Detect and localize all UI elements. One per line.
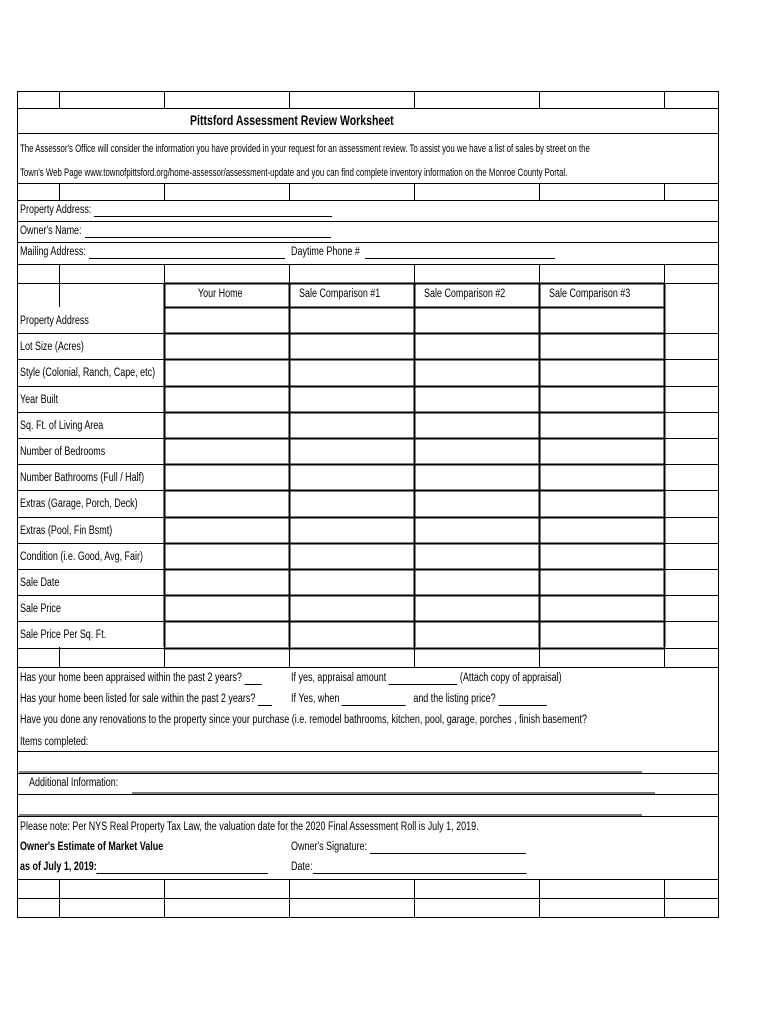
daytime-phone-field[interactable] — [365, 258, 555, 259]
column-header-your-home: Your Home — [197, 288, 243, 300]
owners-name-field[interactable] — [85, 237, 331, 238]
row-label: Sale Price Per Sq. Ft. — [20, 629, 107, 642]
estimate-label-line-2: as of July 1, 2019: — [20, 861, 268, 874]
mailing-address-label: Mailing Address: — [20, 246, 86, 258]
row-label: Condition (i.e. Good, Avg, Fair) — [20, 550, 143, 563]
row-label: Sale Date — [20, 577, 60, 589]
renovations-question: Have you done any renovations to the property since your purchase (i.e. remodel bathrooms, kitchen, pool, garage, porches , finish basement? — [20, 714, 587, 726]
listed-when-label: If Yes, when and the listing price? — [291, 693, 546, 706]
row-label: Extras (Pool, Fin Bsmt) — [20, 524, 113, 537]
items-completed-label: Items completed: — [20, 736, 89, 748]
row-label: Style (Colonial, Ranch, Cape, etc) — [20, 367, 156, 380]
estimate-label-line-1: Owner's Estimate of Market Value — [20, 841, 164, 853]
worksheet — [17, 91, 719, 918]
row-label: Extras (Garage, Porch, Deck) — [20, 498, 138, 511]
date-field[interactable] — [312, 861, 526, 874]
appraisal-amount-label: If yes, appraisal amount (Attach copy of appraisal) — [291, 672, 562, 684]
column-header-sale-comparison-3: Sale Comparison #3 — [549, 288, 631, 300]
property-address-label: Property Address: — [20, 204, 92, 216]
property-address-field[interactable] — [94, 216, 332, 217]
daytime-phone-label: Daytime Phone # — [291, 246, 360, 258]
additional-info-label: Additional Information: — [29, 777, 119, 789]
signature-field[interactable] — [369, 841, 525, 854]
valuation-note: Please note: Per NYS Real Property Tax Law, the valuation date for the 2020 Final Assessment Roll is July 1, 2019. — [20, 821, 479, 833]
row-label: Sale Price — [20, 603, 61, 616]
row-label: Sq. Ft. of Living Area — [20, 419, 104, 432]
owners-name-label: Owner's Name: — [20, 225, 82, 237]
date-label: Date: — [291, 861, 526, 874]
appraised-question: Has your home been appraised within the past 2 years? — [20, 672, 262, 685]
intro-line-1: The Assessor's Office will consider the information you have provided in your request for an assessment review. To assist you we have a list of sales by street on the — [20, 143, 590, 155]
row-label: Lot Size (Acres) — [20, 341, 84, 354]
row-label: Number Bathrooms (Full / Half) — [20, 472, 145, 485]
row-label: Property Address — [20, 315, 89, 327]
intro-line-2: Town's Web Page www.townofpittsford.org/home-assessor/assessment-update and you can find complete inventory information on the Monroe County Portal. — [20, 167, 568, 179]
appraisal-amount-field[interactable] — [389, 672, 458, 685]
listed-when-field[interactable] — [342, 693, 406, 706]
listing-price-field[interactable] — [498, 693, 546, 706]
row-label: Year Built — [20, 393, 59, 406]
mailing-address-field[interactable] — [89, 258, 285, 259]
estimate-field[interactable] — [97, 861, 269, 874]
column-header-sale-comparison-2: Sale Comparison #2 — [424, 288, 506, 300]
row-label: Number of Bedrooms — [20, 446, 106, 458]
page-title: Pittsford Assessment Review Worksheet — [190, 113, 394, 128]
column-header-sale-comparison-1: Sale Comparison #1 — [299, 288, 381, 300]
signature-label: Owner's Signature: — [291, 841, 525, 854]
listed-question: Has your home been listed for sale within the past 2 years? — [20, 693, 272, 706]
